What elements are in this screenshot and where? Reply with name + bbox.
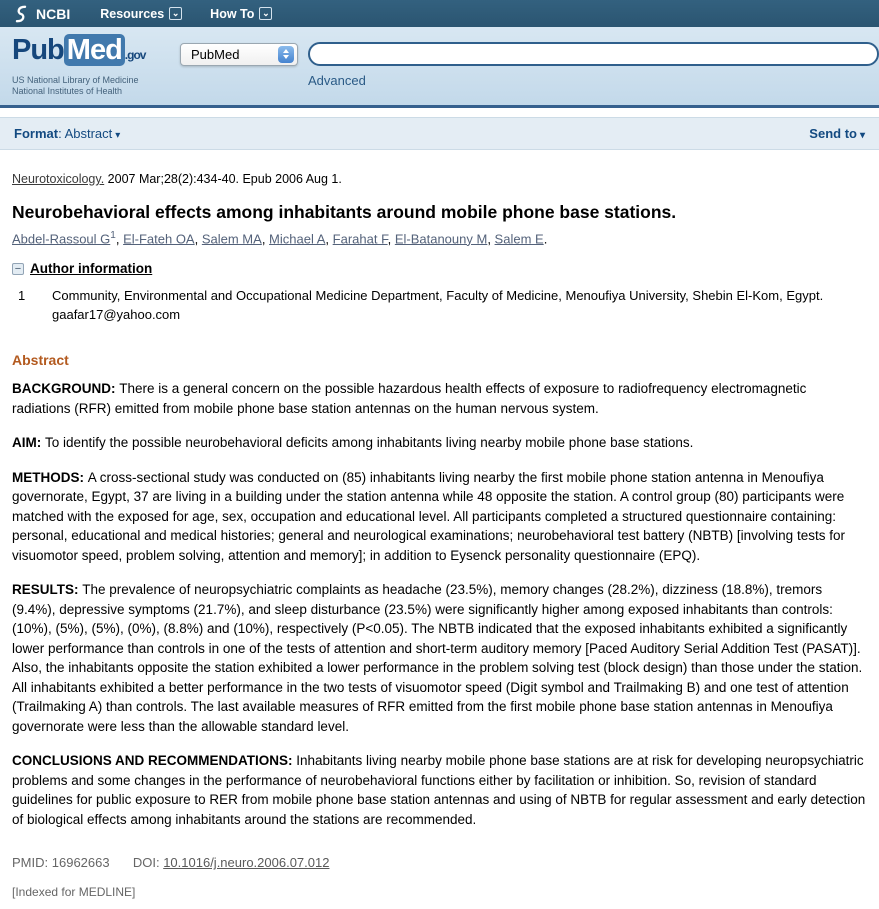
collapse-minus-icon[interactable]: − bbox=[12, 263, 24, 275]
author-link[interactable]: Michael A bbox=[269, 231, 326, 247]
author-link[interactable]: Farahat F bbox=[332, 231, 388, 247]
affiliation-list bbox=[12, 286, 867, 324]
article-ids bbox=[12, 855, 867, 870]
database-select-value: PubMed bbox=[191, 46, 240, 62]
author-link[interactable]: El-Fateh OA bbox=[123, 231, 195, 247]
author-info-label: Author information bbox=[30, 261, 153, 277]
affiliation-text: Community, Environmental and Occupational Medicine Department, Faculty of Medicine, Menoufiya University, Shebin El-Kom, Egypt. gaafar17@yahoo.com bbox=[52, 288, 824, 323]
chevron-down-icon: ⌄ bbox=[169, 7, 182, 20]
search-area bbox=[180, 35, 879, 97]
article-content bbox=[0, 150, 879, 909]
author-link[interactable]: Salem E bbox=[494, 231, 544, 247]
format-toolbar bbox=[0, 117, 879, 150]
affiliation-number: 1 bbox=[18, 288, 26, 304]
abstract-section-label: AIM: bbox=[12, 435, 45, 451]
caret-down-icon: ▾ bbox=[859, 130, 865, 141]
author-info-toggle[interactable] bbox=[12, 261, 867, 276]
pmid-label: PMID: bbox=[12, 855, 49, 871]
caret-down-icon: ▾ bbox=[115, 130, 121, 141]
pubmed-logo[interactable] bbox=[12, 35, 180, 70]
org-name bbox=[12, 75, 180, 97]
doi-label: DOI: bbox=[132, 855, 160, 871]
citation-text: 2007 Mar;28(2):434-40. Epub 2006 Aug 1. bbox=[104, 172, 342, 186]
journal-link[interactable]: Neurotoxicology. bbox=[12, 172, 105, 186]
send-to-label: Send to bbox=[809, 126, 857, 141]
author-link[interactable]: Abdel-Rassoul G bbox=[12, 231, 111, 247]
abstract-section-label: METHODS: bbox=[12, 469, 88, 485]
nav-how-to-label: How To bbox=[210, 6, 255, 21]
doi-link[interactable]: 10.1016/j.neuro.2006.07.012 bbox=[163, 855, 330, 871]
org-line-1: US National Library of Medicine bbox=[12, 75, 139, 85]
affiliation-row bbox=[18, 286, 867, 324]
nav-how-to[interactable] bbox=[210, 7, 272, 21]
citation bbox=[12, 172, 867, 186]
abstract-paragraph: METHODS: A cross-sectional study was conducted on (85) inhabitants living nearby the first mobile phone station antenna in Menoufiya governorate, Egypt, 37 are living in a building under the station antenna while 48 opposite the station. A control group (80) participants were matched with the exposed for age, sex, occupation and educational level. All participants completed a structured questionnaire containing: personal, educational and medical histories; general and neurological examinations; neurobehavioral test battery (NBTB) [involving tests for visuomotor speed, problem solving, attention and memory]; in addition to Eysenck personality questionnaire (EPQ). bbox=[12, 469, 845, 563]
author-list: Abdel-Rassoul $G^1$, El-Fateh OA, Salem MA, Michael A, Farahat F, El-Batanouny M, Salem E. bbox=[12, 229, 548, 247]
abstract-paragraph: RESULTS: The prevalence of neuropsychiatric complaints as headache (23.5%), memory changes (28.2%), dizziness (18.8%), tremors (9.4%), depressive symptoms (21.7%), and sleep disturbance (23.5%) were significantly higher among exposed inhabitants than controls: (10%), (5%), (5%), (0%), (8.8%) and (10%), respectively (P<0.05). The NBTB indicated that the exposed inhabitants exhibited a significantly lower performance than controls in one of the tests of attention and short-term auditory memory [Paced Auditory Serial Addition Test (PASAT)]. Also, the inhabitants opposite the station exhibited a lower performance in the problem solving test (block design) than those under the station. All inhabitants exhibited a better performance in the two tests of visuomotor speed (Digit symbol and Trailmaking B) and one test of attention (Trailmaking A) than controls. The last available measures of RFR emitted from the first mobile phone base station antennas in Menoufiya governorate were less than the allowable standard level. bbox=[12, 582, 863, 734]
pubmed-header bbox=[0, 27, 879, 108]
author-link[interactable]: El-Batanouny M bbox=[394, 231, 488, 247]
abstract-section-label: BACKGROUND: bbox=[12, 381, 120, 397]
search-input[interactable] bbox=[308, 42, 879, 66]
author-link[interactable]: Salem MA bbox=[201, 231, 262, 247]
abstract-paragraph: AIM: To identify the possible neurobehavioral deficits among inhabitants living nearby mobile phone base stations. bbox=[12, 435, 694, 451]
indexed-note: [Indexed for MEDLINE] bbox=[12, 885, 136, 900]
abstract-sections bbox=[12, 379, 867, 829]
nav-resources[interactable] bbox=[100, 7, 182, 21]
logo-pub: Pub bbox=[12, 34, 64, 66]
author-superscript: 1 bbox=[110, 229, 116, 241]
send-to-button[interactable] bbox=[809, 126, 865, 141]
article-title: Neurobehavioral effects among inhabitants around mobile phone base stations. bbox=[12, 202, 677, 222]
abstract-paragraph: CONCLUSIONS AND RECOMMENDATIONS: Inhabitants living nearby mobile phone base stations are at risk for developing neuropsychiatric problems and some changes in the performance of neurobehavioral functions either by facilitation or inhibition. So, revision of standard guidelines for public exposure to RER from mobile phone base station antennas and using of NBTB for regular assessment and early detection of biological effects among inhabitants around the stations are recommended. bbox=[12, 753, 866, 827]
database-select[interactable] bbox=[180, 43, 298, 66]
advanced-link[interactable]: Advanced bbox=[308, 73, 366, 88]
top-nav bbox=[100, 7, 272, 21]
org-line-2: National Institutes of Health bbox=[12, 86, 123, 96]
format-label: Format bbox=[14, 126, 59, 141]
select-stepper-icon bbox=[278, 46, 294, 63]
ncbi-logo-text: NCBI bbox=[36, 5, 71, 22]
format-colon: : bbox=[58, 126, 65, 141]
ncbi-top-bar bbox=[0, 0, 879, 27]
abstract-section-label: RESULTS: bbox=[12, 582, 83, 598]
nav-resources-label: Resources bbox=[100, 6, 165, 21]
dna-helix-icon bbox=[12, 5, 30, 23]
pmid-value: 16962663 bbox=[51, 855, 110, 871]
format-value: Abstract bbox=[64, 126, 113, 141]
chevron-down-icon: ⌄ bbox=[259, 7, 272, 20]
abstract-heading: Abstract bbox=[12, 352, 69, 369]
pubmed-logo-block bbox=[12, 35, 180, 97]
ncbi-logo[interactable] bbox=[12, 5, 70, 23]
logo-med: Med bbox=[64, 34, 125, 66]
abstract-section-label: CONCLUSIONS AND RECOMMENDATIONS: bbox=[12, 753, 297, 769]
abstract-paragraph: BACKGROUND: There is a general concern on the possible hazardous health effects of exposure to radiofrequency electromagnetic radiations (RFR) emitted from mobile phone base station antennas on the human nervous system. bbox=[12, 381, 807, 416]
logo-gov: .gov bbox=[124, 48, 146, 62]
format-selector[interactable] bbox=[65, 126, 121, 141]
